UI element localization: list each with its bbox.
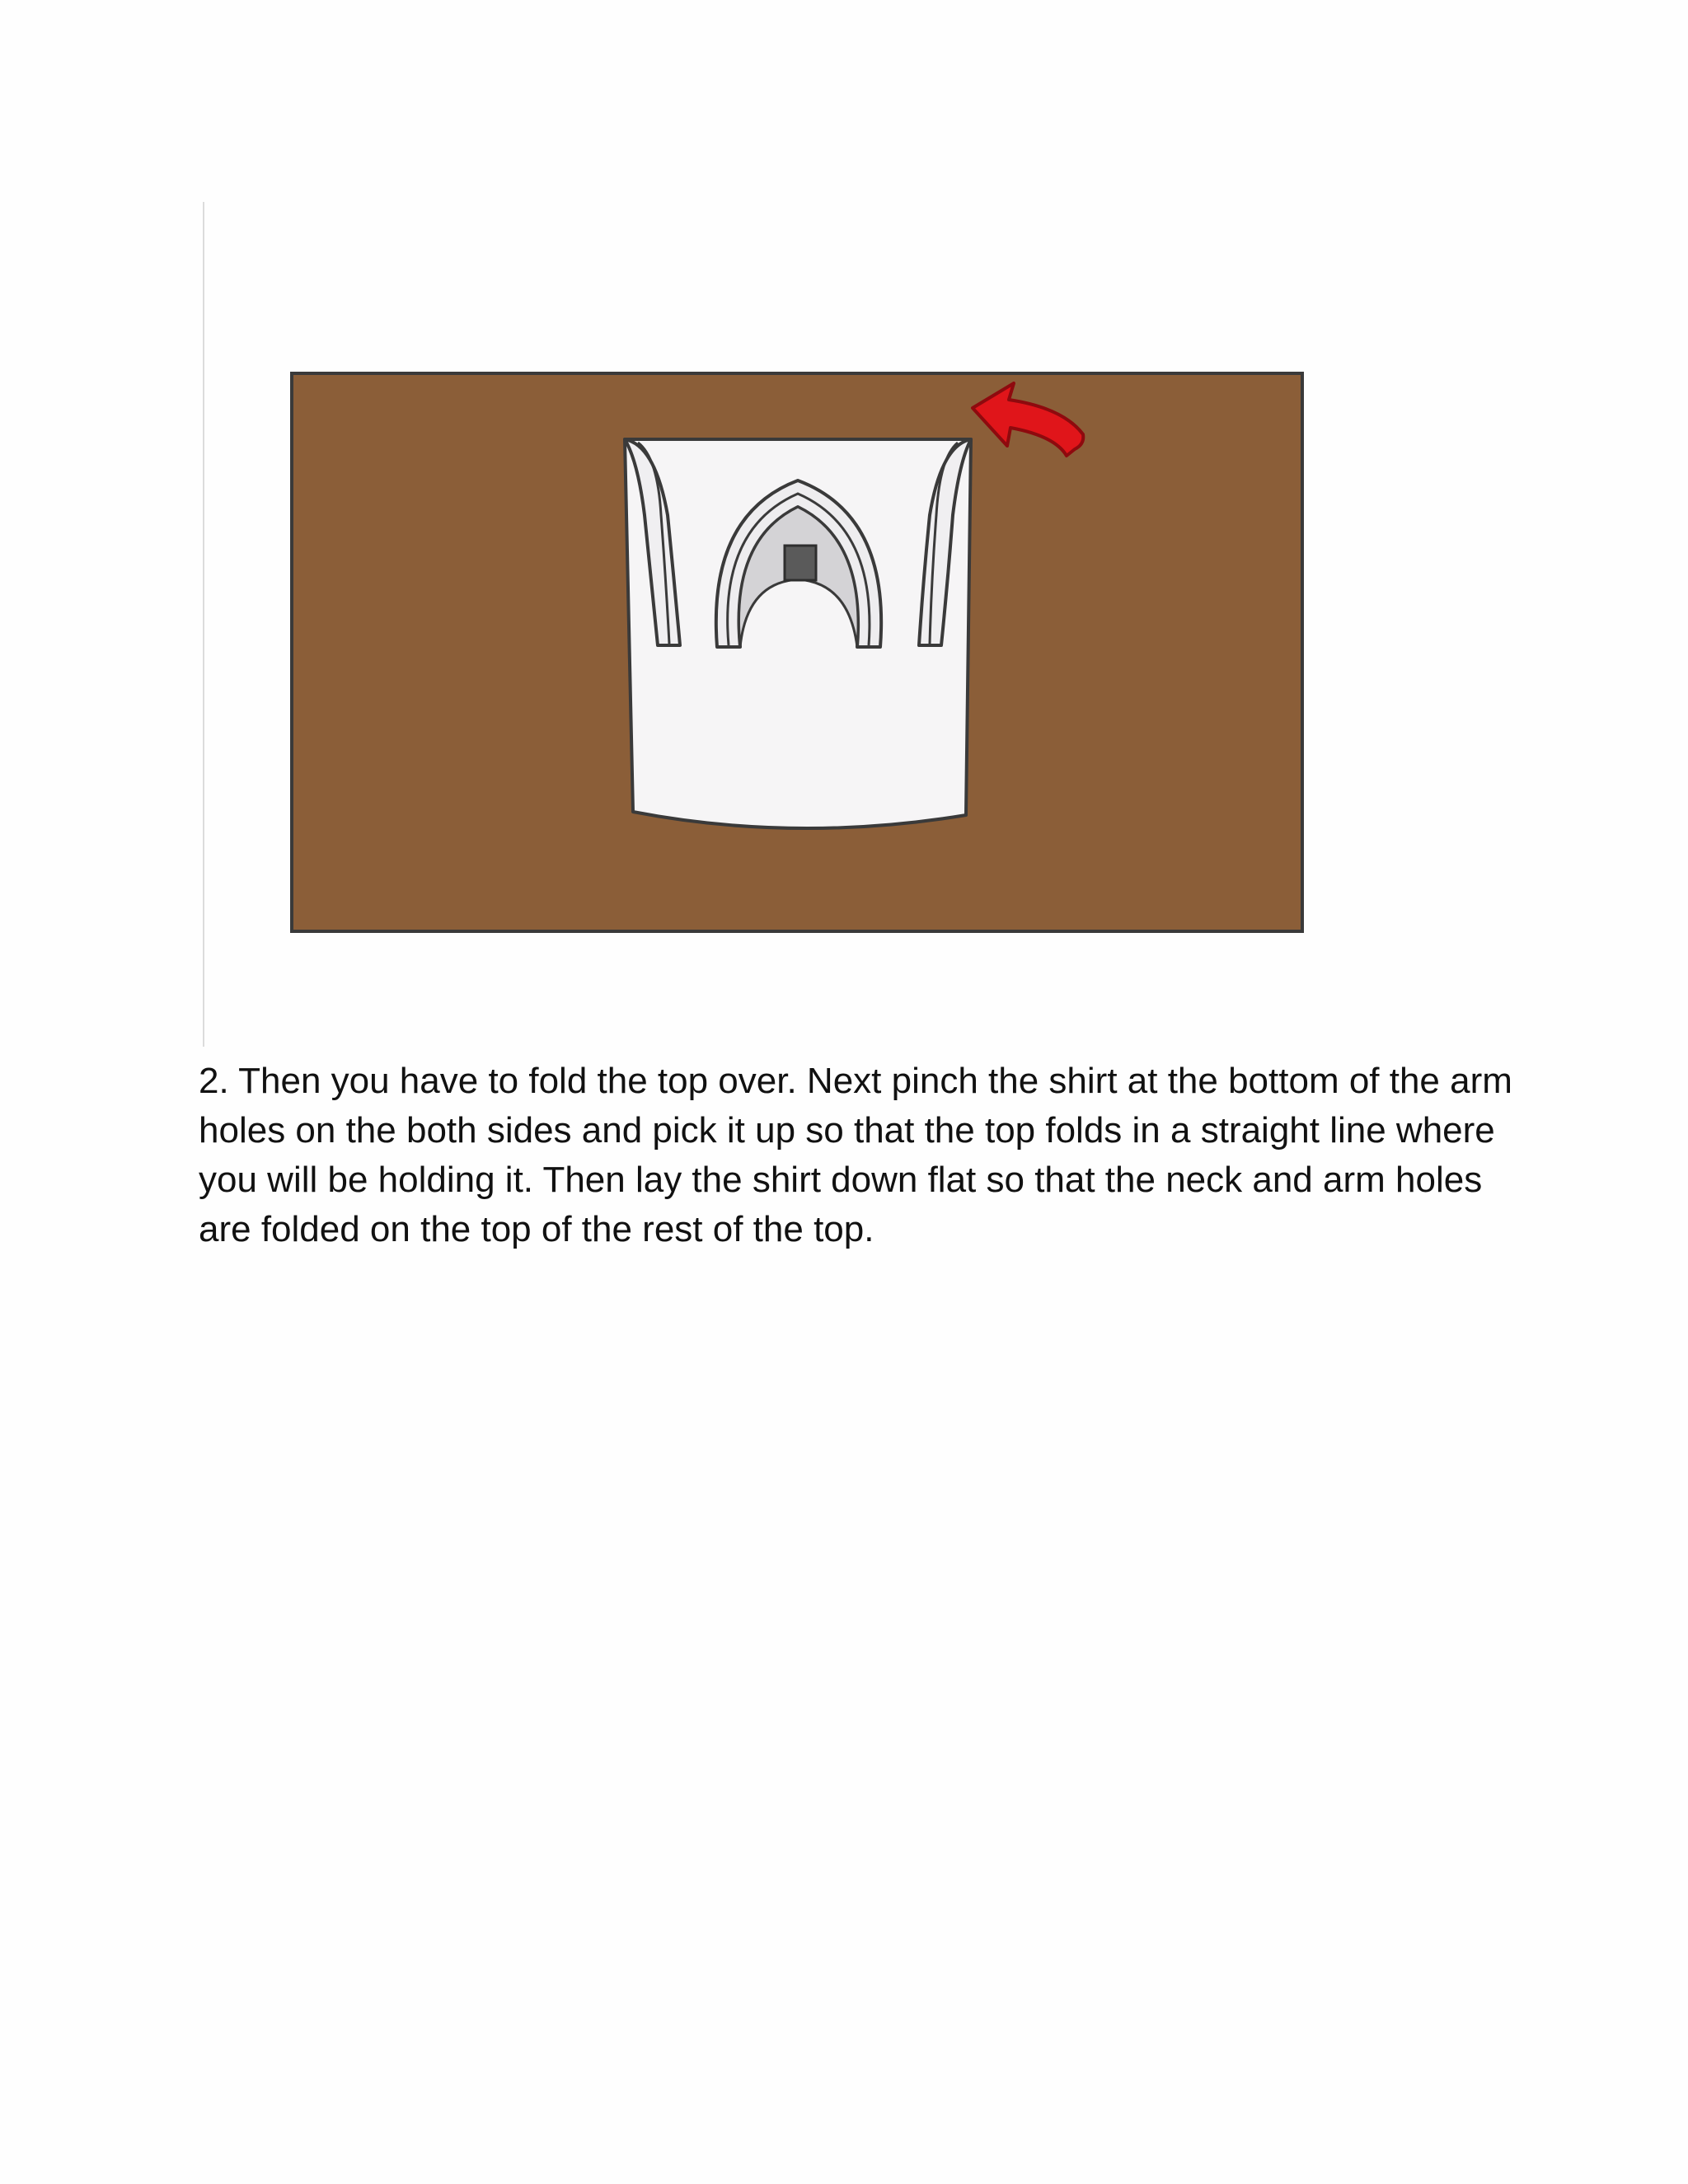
illustration-canvas (288, 367, 1311, 935)
step-instruction-text: 2. Then you have to fold the top over. Next pinch the shirt at the bottom of the arm holes on the both sides and pick it up so that the top folds in a straight line where you will be holding it. Then lay the shirt down flat so that the neck and arm holes are folded on the top of the rest of the top. (199, 1061, 1512, 1249)
fold-step-illustration (288, 367, 1311, 935)
folded-shirt-icon (625, 439, 971, 828)
margin-rule (203, 202, 204, 1047)
size-tag (785, 546, 816, 580)
